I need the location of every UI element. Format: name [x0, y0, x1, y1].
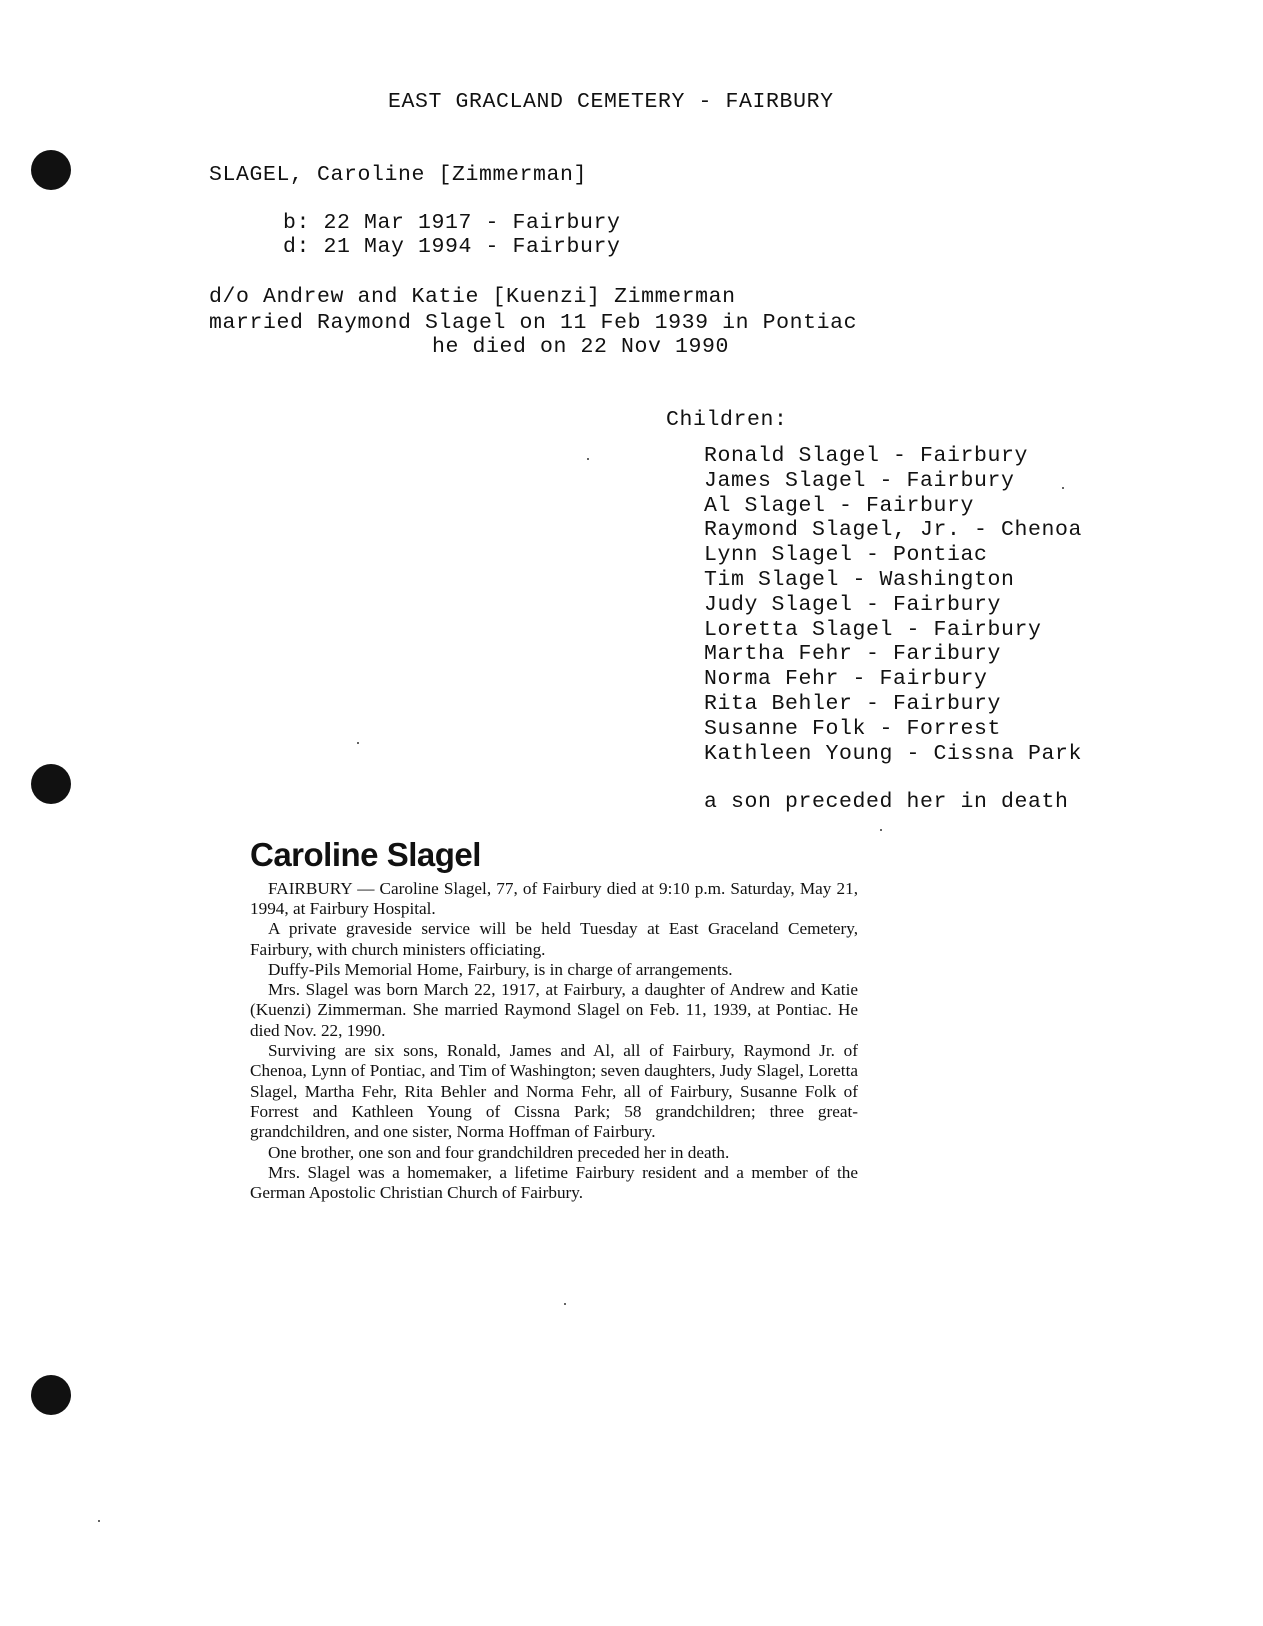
children-list	[704, 444, 1082, 766]
children-note: a son preceded her in death	[704, 790, 1069, 814]
marriage-line: married Raymond Slagel on 11 Feb 1939 in Pontiac	[209, 311, 858, 335]
child-item: Rita Behler - Fairbury	[704, 691, 1002, 716]
record-name: SLAGEL, Caroline [Zimmerman]	[209, 163, 588, 187]
scan-speck	[564, 1303, 566, 1305]
child-item: Lynn Slagel - Pontiac	[704, 543, 988, 568]
birth-line: b: 22 Mar 1917 - Fairbury	[283, 211, 621, 235]
death-line: d: 21 May 1994 - Fairbury	[283, 235, 621, 259]
scan-speck	[98, 1520, 100, 1522]
spouse-death-line: he died on 22 Nov 1990	[432, 335, 730, 359]
obituary-body	[250, 879, 858, 1204]
obituary-paragraph: A private graveside service will be held Tuesday at East Graceland Cemetery, Fairbury, with church ministers officiating.	[250, 919, 858, 959]
punch-hole-bottom	[31, 1375, 71, 1415]
child-item: Tim Slagel - Washington	[704, 567, 1015, 592]
obituary-clipping	[250, 838, 858, 1203]
punch-hole-top	[31, 150, 71, 190]
child-item: Susanne Folk - Forrest	[704, 716, 1002, 741]
obituary-headline: Caroline Slagel	[250, 836, 481, 873]
child-item: Judy Slagel - Fairbury	[704, 592, 1002, 617]
obituary-paragraph: Surviving are six sons, Ronald, James and Al, all of Fairbury, Raymond Jr. of Chenoa, Lynn of Pontiac, and Tim of Washington; seven daughters, Judy Slagel, Loretta Slagel, Martha Fehr, Rita Behler and Norma Fehr, all of Fairbury, Susanne Folk of Forrest and Kathleen Young of Cissna Park; 58 grandchildren; three great-grandchildren, and one sister, Norma Hoffman of Fairbury.	[250, 1041, 858, 1142]
obituary-paragraph: FAIRBURY — Caroline Slagel, 77, of Fairbury died at 9:10 p.m. Saturday, May 21, 1994, at Fairbury Hospital.	[250, 878, 858, 918]
obituary-paragraph: Duffy-Pils Memorial Home, Fairbury, is in charge of arrangements.	[268, 959, 733, 979]
child-item: James Slagel - Fairbury	[704, 468, 1015, 493]
scan-speck	[587, 458, 589, 460]
obituary-paragraph: Mrs. Slagel was born March 22, 1917, at Fairbury, a daughter of Andrew and Katie (Kuenzi) Zimmerman. She married Raymond Slagel on Feb. 11, 1939, at Pontiac. He died Nov. 22, 1990.	[250, 980, 858, 1040]
child-item: Norma Fehr - Fairbury	[704, 667, 988, 692]
children-heading: Children:	[666, 408, 788, 432]
page-title: EAST GRACLAND CEMETERY - FAIRBURY	[388, 90, 834, 114]
child-item: Loretta Slagel - Fairbury	[704, 617, 1042, 642]
child-item: Martha Fehr - Faribury	[704, 642, 1002, 667]
scan-speck	[880, 829, 882, 831]
child-item: Kathleen Young - Cissna Park	[704, 741, 1083, 766]
obituary-paragraph: Mrs. Slagel was a homemaker, a lifetime Fairbury resident and a member of the German Apostolic Christian Church of Fairbury.	[250, 1162, 858, 1203]
child-item: Al Slagel - Fairbury	[704, 493, 975, 518]
punch-hole-middle	[31, 764, 71, 804]
parents-line: d/o Andrew and Katie [Kuenzi] Zimmerman	[209, 285, 736, 309]
child-item: Raymond Slagel, Jr. - Chenoa	[704, 518, 1083, 543]
scan-speck	[357, 742, 359, 744]
child-item: Ronald Slagel - Fairbury	[704, 444, 1029, 468]
obituary-paragraph: One brother, one son and four grandchildren preceded her in death.	[268, 1142, 730, 1162]
